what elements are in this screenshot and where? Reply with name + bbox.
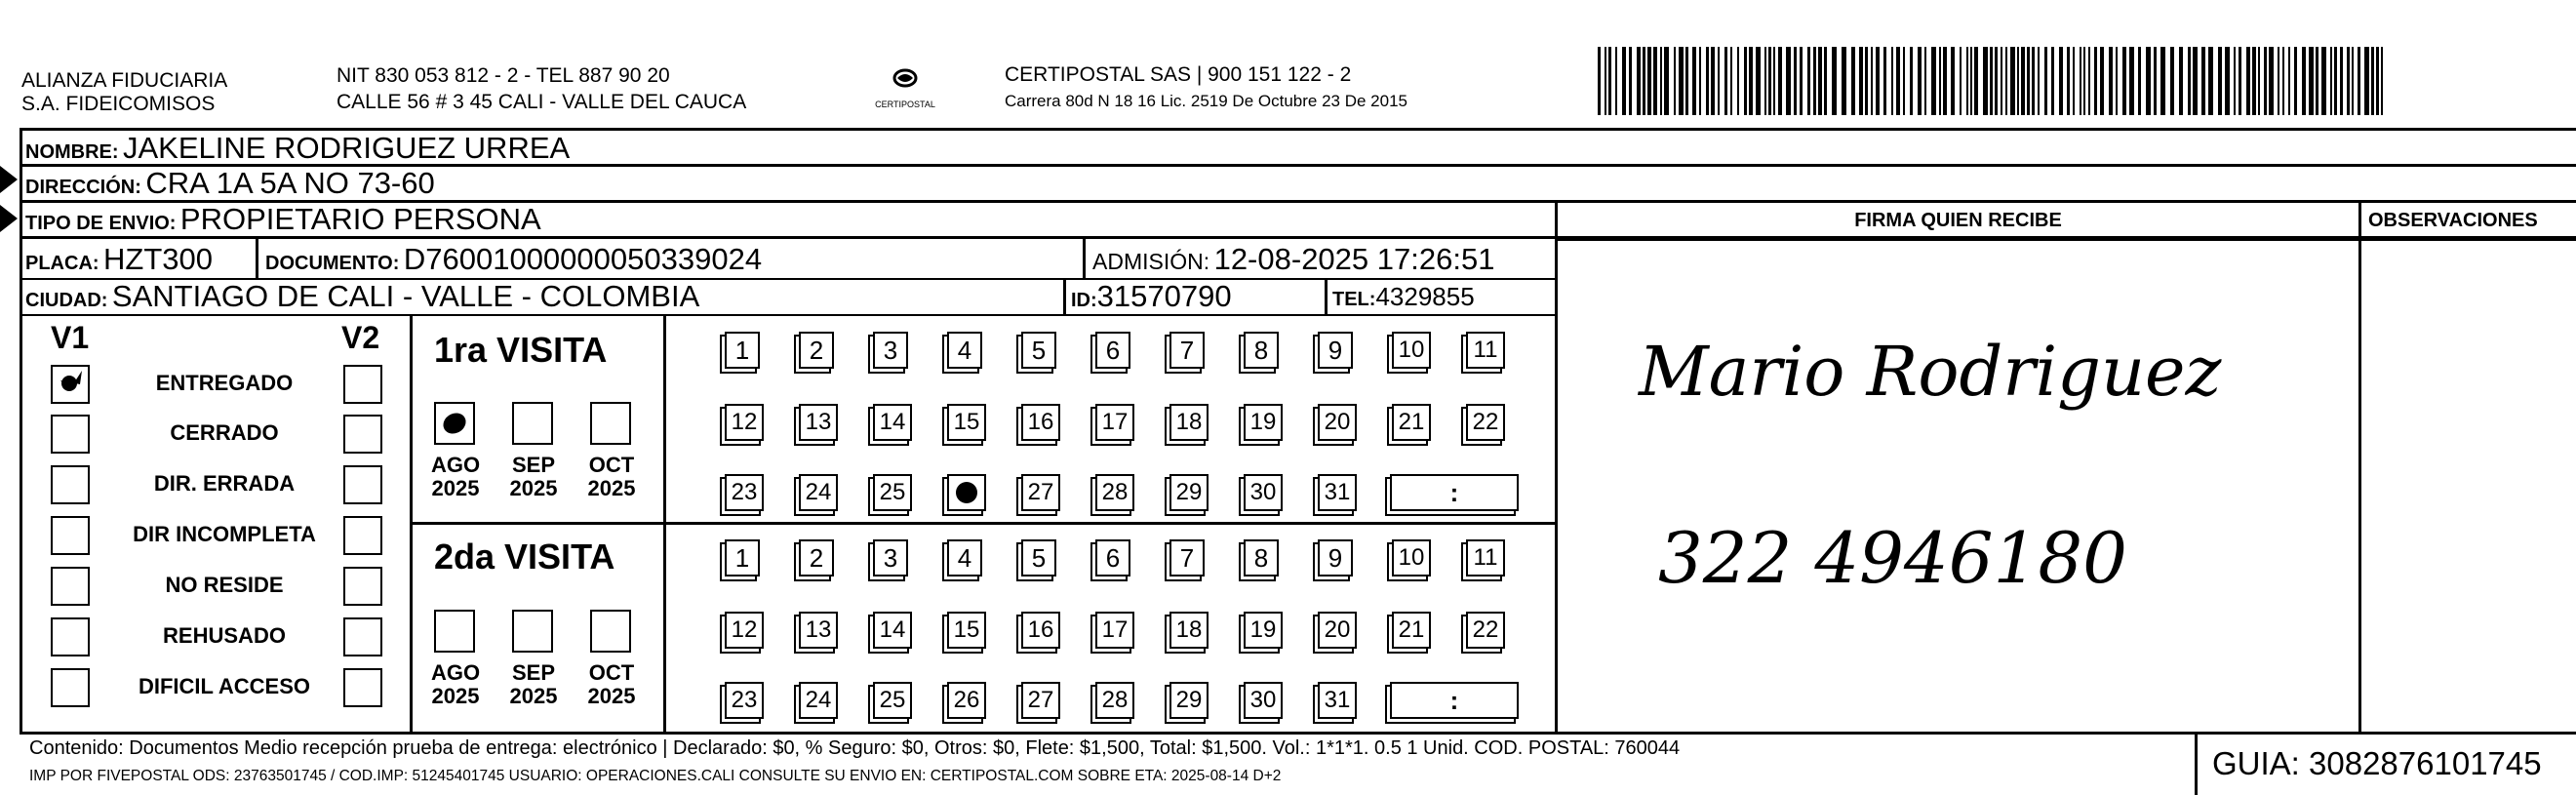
firma-header: FIRMA QUIEN RECIBE [1854, 210, 2062, 231]
day-box[interactable]: 27 [1021, 682, 1060, 719]
month-year: 2025 [509, 684, 558, 708]
day-box[interactable]: 23 [725, 682, 764, 719]
day-box[interactable]: 18 [1169, 404, 1209, 441]
status-label: CERRADO [170, 420, 279, 445]
day-box[interactable]: 29 [1169, 474, 1209, 511]
status-label: REHUSADO [163, 623, 286, 648]
svg-text:CERTIPOSTAL: CERTIPOSTAL [875, 99, 935, 109]
day-box[interactable]: 21 [1392, 612, 1431, 649]
certipostal-logo [874, 64, 936, 113]
time-box[interactable]: : [1390, 682, 1519, 719]
courier-address: Carrera 80d N 18 16 Lic. 2519 De Octubre 23 De 2015 [1005, 92, 1407, 110]
day-box[interactable]: 14 [873, 612, 912, 649]
day-box[interactable]: 28 [1095, 682, 1134, 719]
tel-value: 4329855 [1375, 282, 1475, 311]
month-name: SEP [511, 660, 556, 685]
observaciones-header: OBSERVACIONES [2368, 210, 2538, 231]
day-box[interactable]: 16 [1021, 404, 1060, 441]
v2-label: V2 [341, 320, 380, 355]
day-box[interactable]: 6 [1095, 332, 1130, 369]
month-label [426, 454, 485, 500]
tipo-envio-value: PROPIETARIO PERSONA [179, 202, 541, 236]
company-subname: S.A. FIDEICOMISOS [21, 93, 216, 115]
day-box[interactable]: 25 [873, 474, 912, 511]
company-name: ALIANZA FIDUCIARIA [21, 69, 228, 92]
month-name: AGO [430, 453, 481, 477]
day-box[interactable]: 17 [1095, 404, 1134, 441]
status-label: ENTREGADO [155, 371, 294, 395]
day-box[interactable]: 13 [799, 404, 838, 441]
month-label [426, 661, 485, 708]
v1-checkbox[interactable] [51, 617, 90, 656]
day-box[interactable]: 6 [1095, 539, 1130, 576]
day-box[interactable]: 17 [1095, 612, 1134, 649]
day-box[interactable]: 21 [1392, 404, 1431, 441]
day-box[interactable]: 12 [725, 404, 764, 441]
day-box[interactable]: 12 [725, 612, 764, 649]
day-box[interactable]: 30 [1244, 682, 1283, 719]
company-nit: NIT 830 053 812 - 2 - TEL 887 90 20 [337, 64, 670, 87]
status-label: DIR INCOMPLETA [133, 522, 316, 546]
v1-label: V1 [51, 320, 90, 355]
imp-line: IMP POR FIVEPOSTAL ODS: 23763501745 / COD.IMP: 51245401745 USUARIO: OPERACIONES.CALI CONSULTE SU ENVIO EN: CERTIPOSTAL.COM SOBRE ETA: 2025-08-14 D+2 [29, 768, 1282, 784]
signature-name: Mario Rodriguez [1639, 332, 2222, 412]
day-box[interactable]: 16 [1021, 612, 1060, 649]
day-box[interactable]: 8 [1244, 332, 1279, 369]
contenido-line: Contenido: Documentos Medio recepción prueba de entrega: electrónico | Declarado: $0, % Seguro: $0, Otros: $0, Flete: $1,500, Total: $1,500. Vol.: 1*1*1. 0.5 1 Unid. COD. POSTAL: 760044 [29, 737, 1681, 759]
documento-label: DOCUMENTO: [265, 253, 400, 274]
month-name: SEP [511, 453, 556, 477]
day-box[interactable]: 19 [1244, 404, 1283, 441]
placa-label: PLACA: [25, 253, 99, 274]
v1-checkbox[interactable] [51, 415, 90, 454]
day-box[interactable]: 10 [1392, 332, 1431, 369]
day-box[interactable]: 26 [947, 682, 986, 719]
id-label: ID: [1071, 290, 1097, 311]
day-box[interactable]: 25 [873, 682, 912, 719]
v1-checkbox[interactable] [51, 668, 90, 707]
v1-checkbox[interactable] [51, 465, 90, 504]
month-name: OCT [588, 453, 635, 477]
day-box[interactable]: 13 [799, 612, 838, 649]
courier-name: CERTIPOSTAL SAS | 900 151 122 - 2 [1005, 63, 1352, 86]
status-label: NO RESIDE [165, 573, 284, 597]
direccion-value: CRA 1A 5A NO 73-60 [145, 166, 435, 200]
nombre-label: NOMBRE: [25, 141, 119, 163]
admision-label: ADMISIÓN: [1092, 249, 1210, 274]
day-box[interactable]: 31 [1318, 682, 1357, 719]
day-box[interactable]: 3 [873, 332, 908, 369]
v1-checkbox[interactable] [51, 567, 90, 606]
day-box[interactable]: 3 [873, 539, 908, 576]
first-visit-title: 1ra VISITA [434, 330, 608, 370]
day-box[interactable] [947, 474, 986, 511]
month-label [582, 454, 641, 500]
direccion-label: DIRECCIÓN: [25, 177, 141, 198]
status-label: DIR. ERRADA [153, 471, 296, 496]
month-year: 2025 [431, 684, 480, 708]
month-year: 2025 [431, 476, 480, 500]
day-box[interactable]: 22 [1466, 404, 1505, 441]
day-box[interactable]: 20 [1318, 404, 1357, 441]
day-box[interactable]: 9 [1318, 539, 1353, 576]
day-box[interactable]: 7 [1169, 539, 1205, 576]
day-box[interactable]: 2 [799, 539, 834, 576]
placa-value: HZT300 [103, 242, 213, 276]
month-checkbox[interactable] [512, 610, 553, 653]
day-box[interactable]: 15 [947, 612, 986, 649]
month-name: AGO [430, 660, 481, 685]
day-box[interactable]: 24 [799, 474, 838, 511]
company-address: CALLE 56 # 3 45 CALI - VALLE DEL CAUCA [337, 91, 747, 113]
month-year: 2025 [509, 476, 558, 500]
month-checkbox[interactable] [512, 402, 553, 445]
admision-value: 12-08-2025 17:26:51 [1213, 242, 1495, 276]
day-box[interactable]: 31 [1318, 474, 1357, 511]
day-box[interactable]: 11 [1466, 332, 1505, 369]
tel-label: TEL: [1332, 289, 1376, 310]
guia-label: GUIA: 3082876101745 [2212, 745, 2542, 781]
month-label [504, 661, 563, 708]
month-checkbox[interactable] [590, 610, 631, 653]
day-box[interactable]: 1 [725, 539, 760, 576]
day-box[interactable]: 15 [947, 404, 986, 441]
day-box[interactable]: 27 [1021, 474, 1060, 511]
barcode [1598, 47, 2390, 115]
day-box[interactable]: 19 [1244, 612, 1283, 649]
month-checkbox[interactable] [434, 610, 475, 653]
day-box[interactable]: 29 [1169, 682, 1209, 719]
day-box[interactable]: 9 [1318, 332, 1353, 369]
month-name: OCT [588, 660, 635, 685]
day-box[interactable]: 7 [1169, 332, 1205, 369]
day-box[interactable]: 10 [1392, 539, 1431, 576]
month-label [582, 661, 641, 708]
tipo-envio-label: TIPO DE ENVIO: [25, 213, 177, 234]
v1-checkbox[interactable] [51, 365, 90, 404]
day-box[interactable]: 4 [947, 332, 982, 369]
day-box[interactable]: 5 [1021, 539, 1056, 576]
nombre-value: JAKELINE RODRIGUEZ URREA [123, 131, 571, 165]
day-box[interactable]: 14 [873, 404, 912, 441]
day-box[interactable]: 24 [799, 682, 838, 719]
time-box[interactable]: : [1390, 474, 1519, 511]
day-box[interactable]: 18 [1169, 612, 1209, 649]
id-value: 31570790 [1096, 279, 1232, 313]
day-box[interactable]: 5 [1021, 332, 1056, 369]
status-label: DIFICIL ACCESO [138, 674, 310, 698]
ciudad-label: CIUDAD: [25, 290, 108, 311]
month-year: 2025 [587, 476, 636, 500]
day-box[interactable]: 22 [1466, 612, 1505, 649]
day-box[interactable]: 8 [1244, 539, 1279, 576]
day-box[interactable]: 11 [1466, 539, 1505, 576]
ciudad-value: SANTIAGO DE CALI - VALLE - COLOMBIA [111, 279, 700, 313]
day-box[interactable]: 30 [1244, 474, 1283, 511]
v1-checkbox[interactable] [51, 516, 90, 555]
documento-value: D76001000000050339024 [403, 242, 763, 276]
signature-phone: 322 4946180 [1658, 517, 2127, 599]
day-box[interactable]: 4 [947, 539, 982, 576]
month-label [504, 454, 563, 500]
month-year: 2025 [587, 684, 636, 708]
second-visit-title: 2da VISITA [434, 537, 615, 576]
day-box[interactable]: 28 [1095, 474, 1134, 511]
day-box[interactable]: 20 [1318, 612, 1357, 649]
month-checkbox[interactable] [434, 402, 475, 445]
day-box[interactable]: 1 [725, 332, 760, 369]
month-checkbox[interactable] [590, 402, 631, 445]
day-box[interactable]: 23 [725, 474, 764, 511]
day-box[interactable]: 2 [799, 332, 834, 369]
